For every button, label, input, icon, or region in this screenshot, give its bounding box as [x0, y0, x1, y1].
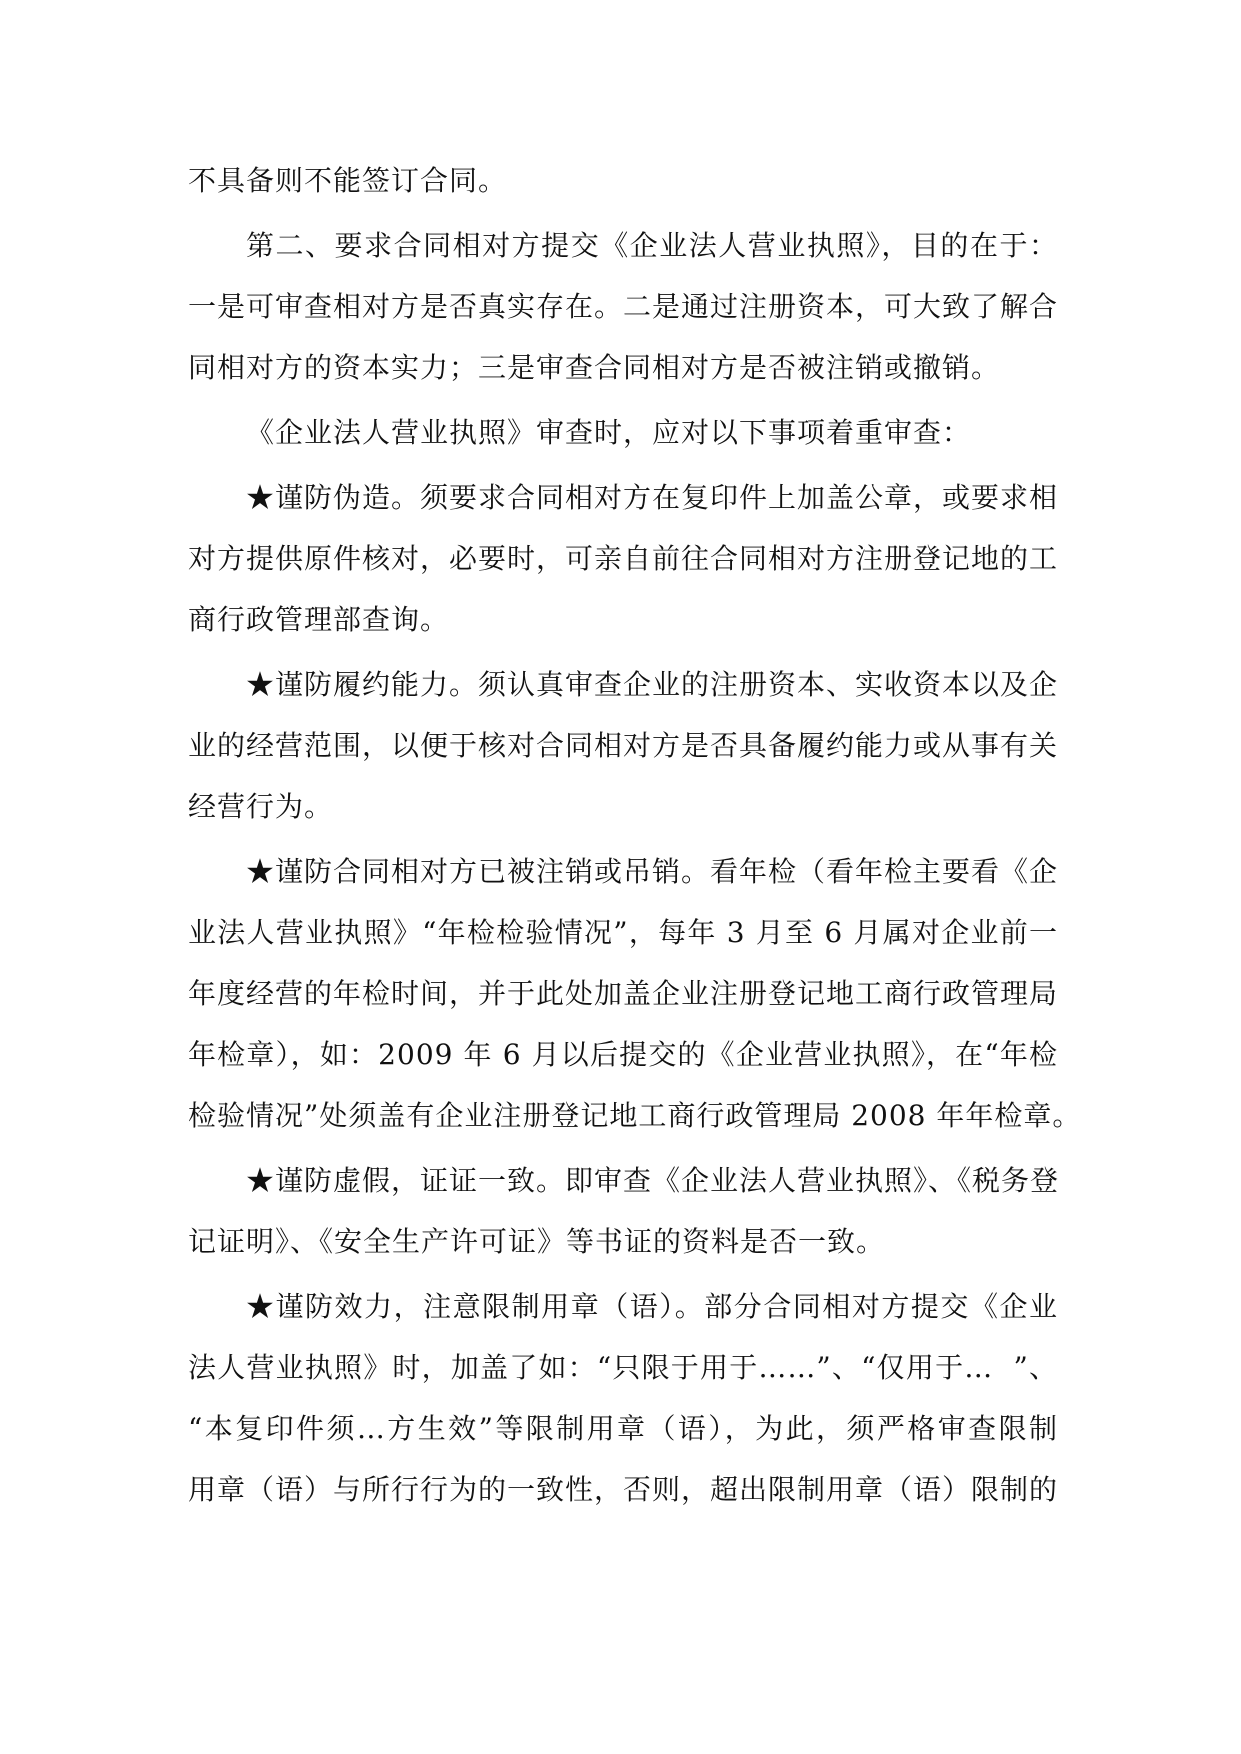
- text-line: 同相对方的资本实力；三是审查合同相对方是否被注销或撤销。: [188, 351, 1001, 384]
- text-line: 业法人营业执照》“年检检验情况”，每年 3 月至 6 月属对企业前一: [188, 916, 1058, 949]
- text-line: 年检章），如：2009 年 6 月以后提交的《企业营业执照》，在“年检: [188, 1038, 1058, 1071]
- text-line: 业的经营范围，以便于核对合同相对方是否具备履约能力或从事有关: [188, 729, 1059, 762]
- text-line: ★谨防履约能力。须认真审查企业的注册资本、实收资本以及企: [246, 668, 1059, 701]
- paragraph-forgery: [188, 467, 1058, 650]
- text-line: 《企业法人营业执照》审查时，应对以下事项着重审查：: [246, 416, 972, 449]
- text-line: 记证明》、《安全生产许可证》等书证的资料是否一致。: [188, 1225, 886, 1258]
- paragraph-consistency: [188, 1150, 1058, 1272]
- paragraph-performance-ability: [188, 654, 1058, 837]
- text-line: ★谨防效力，注意限制用章（语）。部分合同相对方提交《企业: [246, 1290, 1058, 1323]
- paragraph-revocation: [188, 841, 1082, 1146]
- text-line: ★谨防合同相对方已被注销或吊销。看年检（看年检主要看《企: [246, 855, 1059, 888]
- text-line: 不具备则不能签订合同。: [188, 164, 508, 197]
- text-line: 法人营业执照》时，加盖了如：“只限于用于……”、“仅用于… ”、: [188, 1351, 1058, 1384]
- text-line: 检验情况”处须盖有企业注册登记地工商行政管理局 2008 年年检章。: [188, 1099, 1082, 1132]
- text-line: 商行政管理部查询。: [188, 603, 450, 636]
- text-line: 年度经营的年检时间，并于此处加盖企业注册登记地工商行政管理局: [188, 977, 1059, 1010]
- text-line: ★谨防虚假，证证一致。即审查《企业法人营业执照》、《税务登: [246, 1164, 1060, 1197]
- text-line: 用章（语）与所行行为的一致性，否则，超出限制用章（语）限制的: [188, 1473, 1059, 1506]
- paragraph-continuation: [188, 150, 1058, 211]
- document-body: [188, 150, 1082, 1520]
- text-line: ★谨防伪造。须要求合同相对方在复印件上加盖公章，或要求相: [246, 481, 1059, 514]
- text-line: 经营行为。: [188, 790, 334, 823]
- text-line: “本复印件须…方生效”等限制用章（语），为此，须严格审查限制: [188, 1412, 1058, 1445]
- paragraph-review-intro: [188, 402, 1058, 463]
- text-line: 第二、要求合同相对方提交《企业法人营业执照》，目的在于：: [246, 229, 1058, 262]
- paragraph-second-requirement: [188, 215, 1058, 398]
- text-line: 一是可审查相对方是否真实存在。二是通过注册资本，可大致了解合: [188, 290, 1059, 323]
- paragraph-restricted-seal: [188, 1276, 1058, 1520]
- text-line: 对方提供原件核对，必要时，可亲自前往合同相对方注册登记地的工: [188, 542, 1059, 575]
